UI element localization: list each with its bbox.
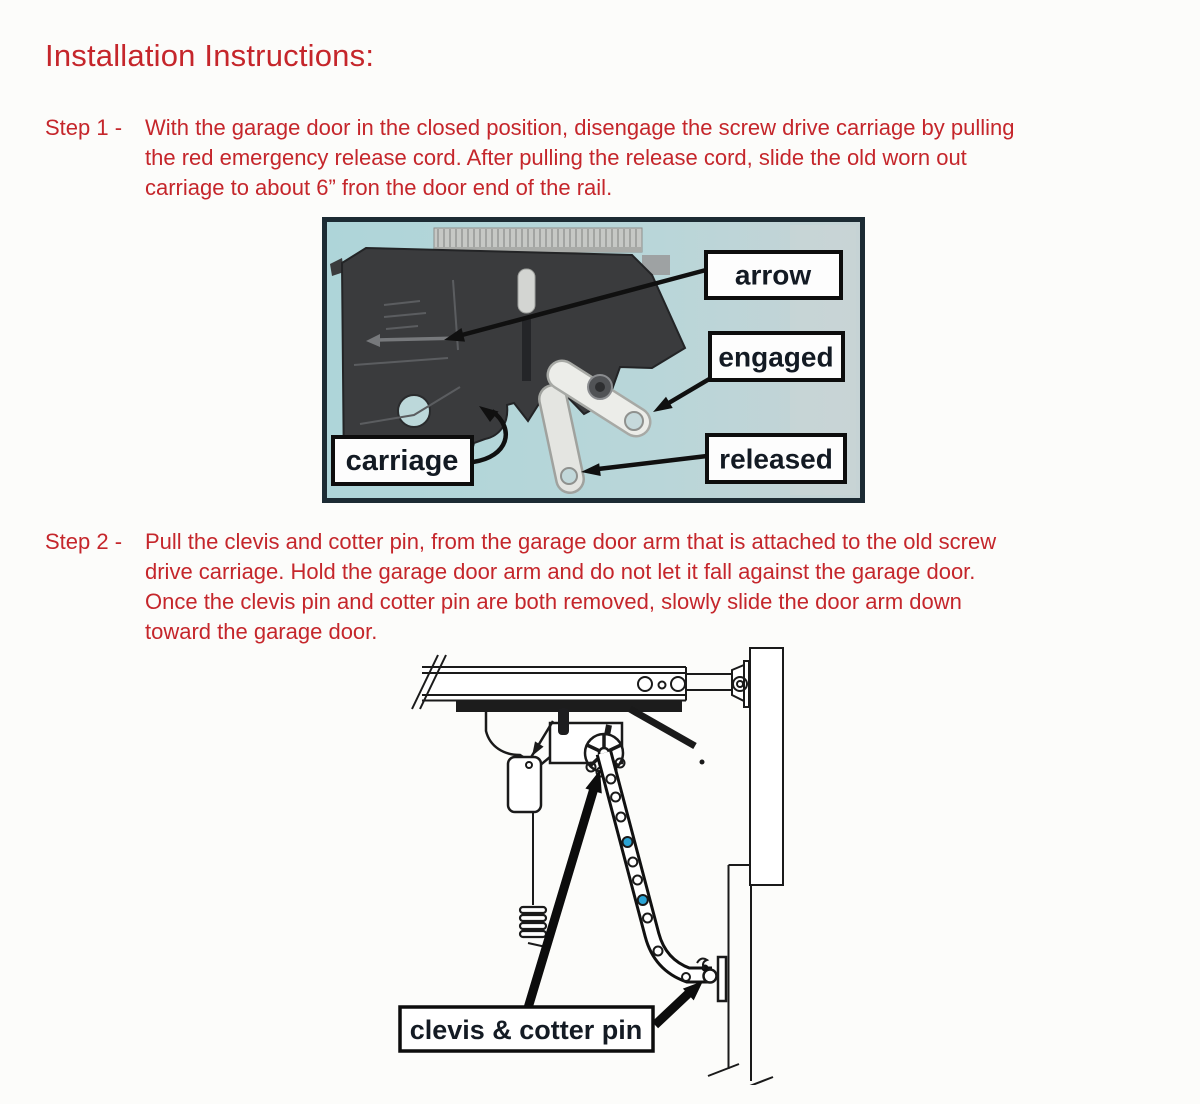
warning-tag — [508, 757, 541, 812]
dark-slot — [522, 317, 531, 381]
figure-carriage-photo — [322, 217, 865, 503]
step-1-line-3: carriage to about 6” fron the door end of the rail. — [145, 175, 613, 200]
step-2-paragraph — [45, 527, 1165, 647]
header-bracket — [732, 661, 749, 707]
arm-hole — [633, 876, 642, 885]
page-title: Installation Instructions: — [45, 38, 375, 73]
arm-hole — [654, 947, 663, 956]
label-box-engaged — [710, 333, 843, 380]
step-2-line-4: toward the garage door. — [145, 619, 378, 644]
carriage-label: carriage — [345, 445, 459, 477]
arm-hole — [606, 775, 615, 784]
door-break-mark — [708, 1064, 739, 1076]
arm-hole — [628, 858, 637, 867]
trolley-rear-lever — [630, 709, 695, 746]
label-box-released — [707, 435, 845, 482]
figure-door-arm-diagram — [390, 645, 810, 1085]
arm-hole — [643, 914, 652, 923]
step-1-text-1: With the garage door in the closed position, disengage the screw drive carriage by pulling — [145, 115, 1015, 140]
clevis-cotter-pin-label: clevis & cotter pin — [409, 1015, 643, 1045]
engaged-label: engaged — [718, 341, 834, 373]
label-box-arrow — [706, 252, 841, 298]
label-box-carriage — [333, 437, 472, 484]
step-1-line-2: the red emergency release cord. After pulling the release cord, slide the old worn out — [145, 145, 967, 170]
cord-arrowhead — [532, 741, 544, 756]
arrow-label: arrow — [734, 259, 812, 291]
step-2-label: Step 2 - — [45, 529, 123, 554]
step-1-label: Step 1 - — [45, 115, 123, 140]
pivot-bolt — [588, 375, 612, 399]
arm-hole — [616, 813, 625, 822]
trolley — [456, 700, 705, 767]
step-1-paragraph — [45, 113, 1165, 203]
cord-handle — [520, 907, 546, 947]
step-2-line-3: Once the clevis pin and cotter pin are both removed, slowly slide the door arm down — [145, 589, 962, 614]
door-arm — [604, 753, 712, 981]
carriage-round-hole — [398, 395, 430, 427]
door-break-mark — [742, 1077, 773, 1085]
header-wall — [750, 648, 783, 885]
released-label: released — [719, 443, 833, 475]
arm-hole — [682, 973, 690, 981]
arm-hole — [611, 793, 620, 802]
step-2-text-1: Pull the clevis and cotter pin, from the garage door arm that is attached to the old screw — [145, 529, 997, 554]
shiny-bolt — [518, 269, 535, 313]
step-1-line-1 — [45, 113, 1165, 143]
step-2-line-1 — [45, 527, 1165, 557]
step-2-line-2: drive carriage. Hold the garage door arm and do not let it fall against the garage door. — [145, 559, 976, 584]
arm-hole-highlighted — [638, 895, 648, 905]
arm-hole-highlighted — [623, 837, 633, 847]
